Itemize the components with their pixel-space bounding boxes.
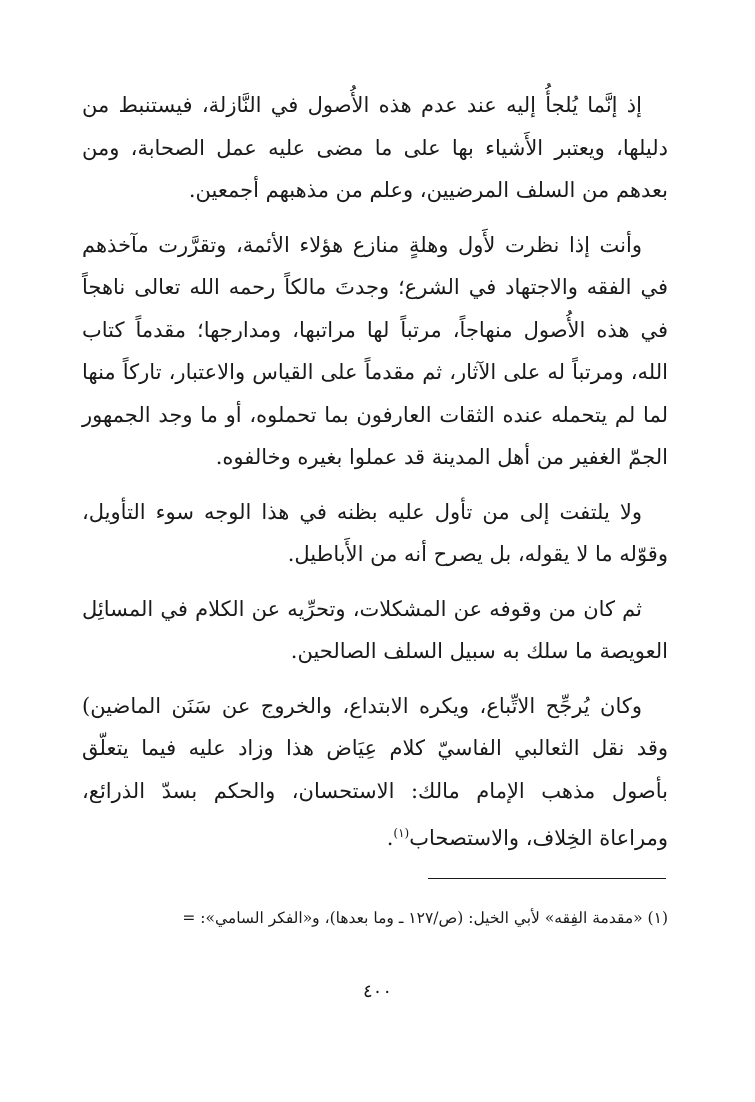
page-number: ٤٠٠ [362,981,392,1002]
footnote-separator [428,878,666,879]
footnote-reference: (١) [393,826,410,840]
paragraph-4: ثم كان من وقوفه عن المشكلات، وتحرِّيه عن الكلام في المسائِل العويصة ما سلك به سبيل السلف الصالحين. [82,596,668,663]
paragraph-3: ولا يلتفت إلى من تأول عليه بظنه في هذا الوجه سوء التأويل، وقوّله ما لا يقوله، بل يصرح أنه من الأَباطيل. [82,499,668,566]
paragraph-5-end: . [386,826,394,850]
paragraph-5-text: وكان يُرجِّح الاتِّباع، ويكره الابتداع، والخروج عن سَنَن الماضين) وقد نقل الثعالبي الفاسيّ كلام عِيَاض هذا وزاد عليه فيما يتعلّق بأصول مذهب الإمام مالك: الاستحسان، والحكم بسدّ الذرائع، ومراعاة الخِلاف، والاستصحاب [82,693,668,850]
paragraph-5 [82,685,668,860]
paragraph-2: وأنت إذا نظرت لأَول وهلةٍ منازع هؤلاء الأئمة، وتقرَّرت مآخذهم في الفقه والاجتهاد في الشرع؛ وجدتَ مالكاً رحمه الله تعالى ناهجاً في هذه الأُصول منهاجاً، مرتباً لها مراتبها، ومدارجها؛ مقدماً كتاب الله، ومرتباً له على الآثار، ثم مقدماً على القياس والاعتبار، تاركاً منها لما لم يتحمله عنده الثقات العارفون بما تحملوه، أو ما وجد الجمهور الجمّ الغفير من أهل المدينة قد عملوا بغيره وخالفوه. [82,232,668,469]
paragraph-1: إذ إنَّما يُلجأُ إليه عند عدم هذه الأُصول في النَّازلة، فيستنبط من دليلها، ويعتبر الأَشياء بها على ما مضى عليه عمل الصحابة، ومن بعدهم من السلف المرضيين، وعلم من مذهبهم أجمعين. [82,93,668,202]
main-text [82,84,668,872]
footnote: (١) «مقدمة الفِقه» لأبي الخيل: (ص/١٢٧ ـ وما بعدها)، و«الفكر السامي»: = [182,909,668,927]
